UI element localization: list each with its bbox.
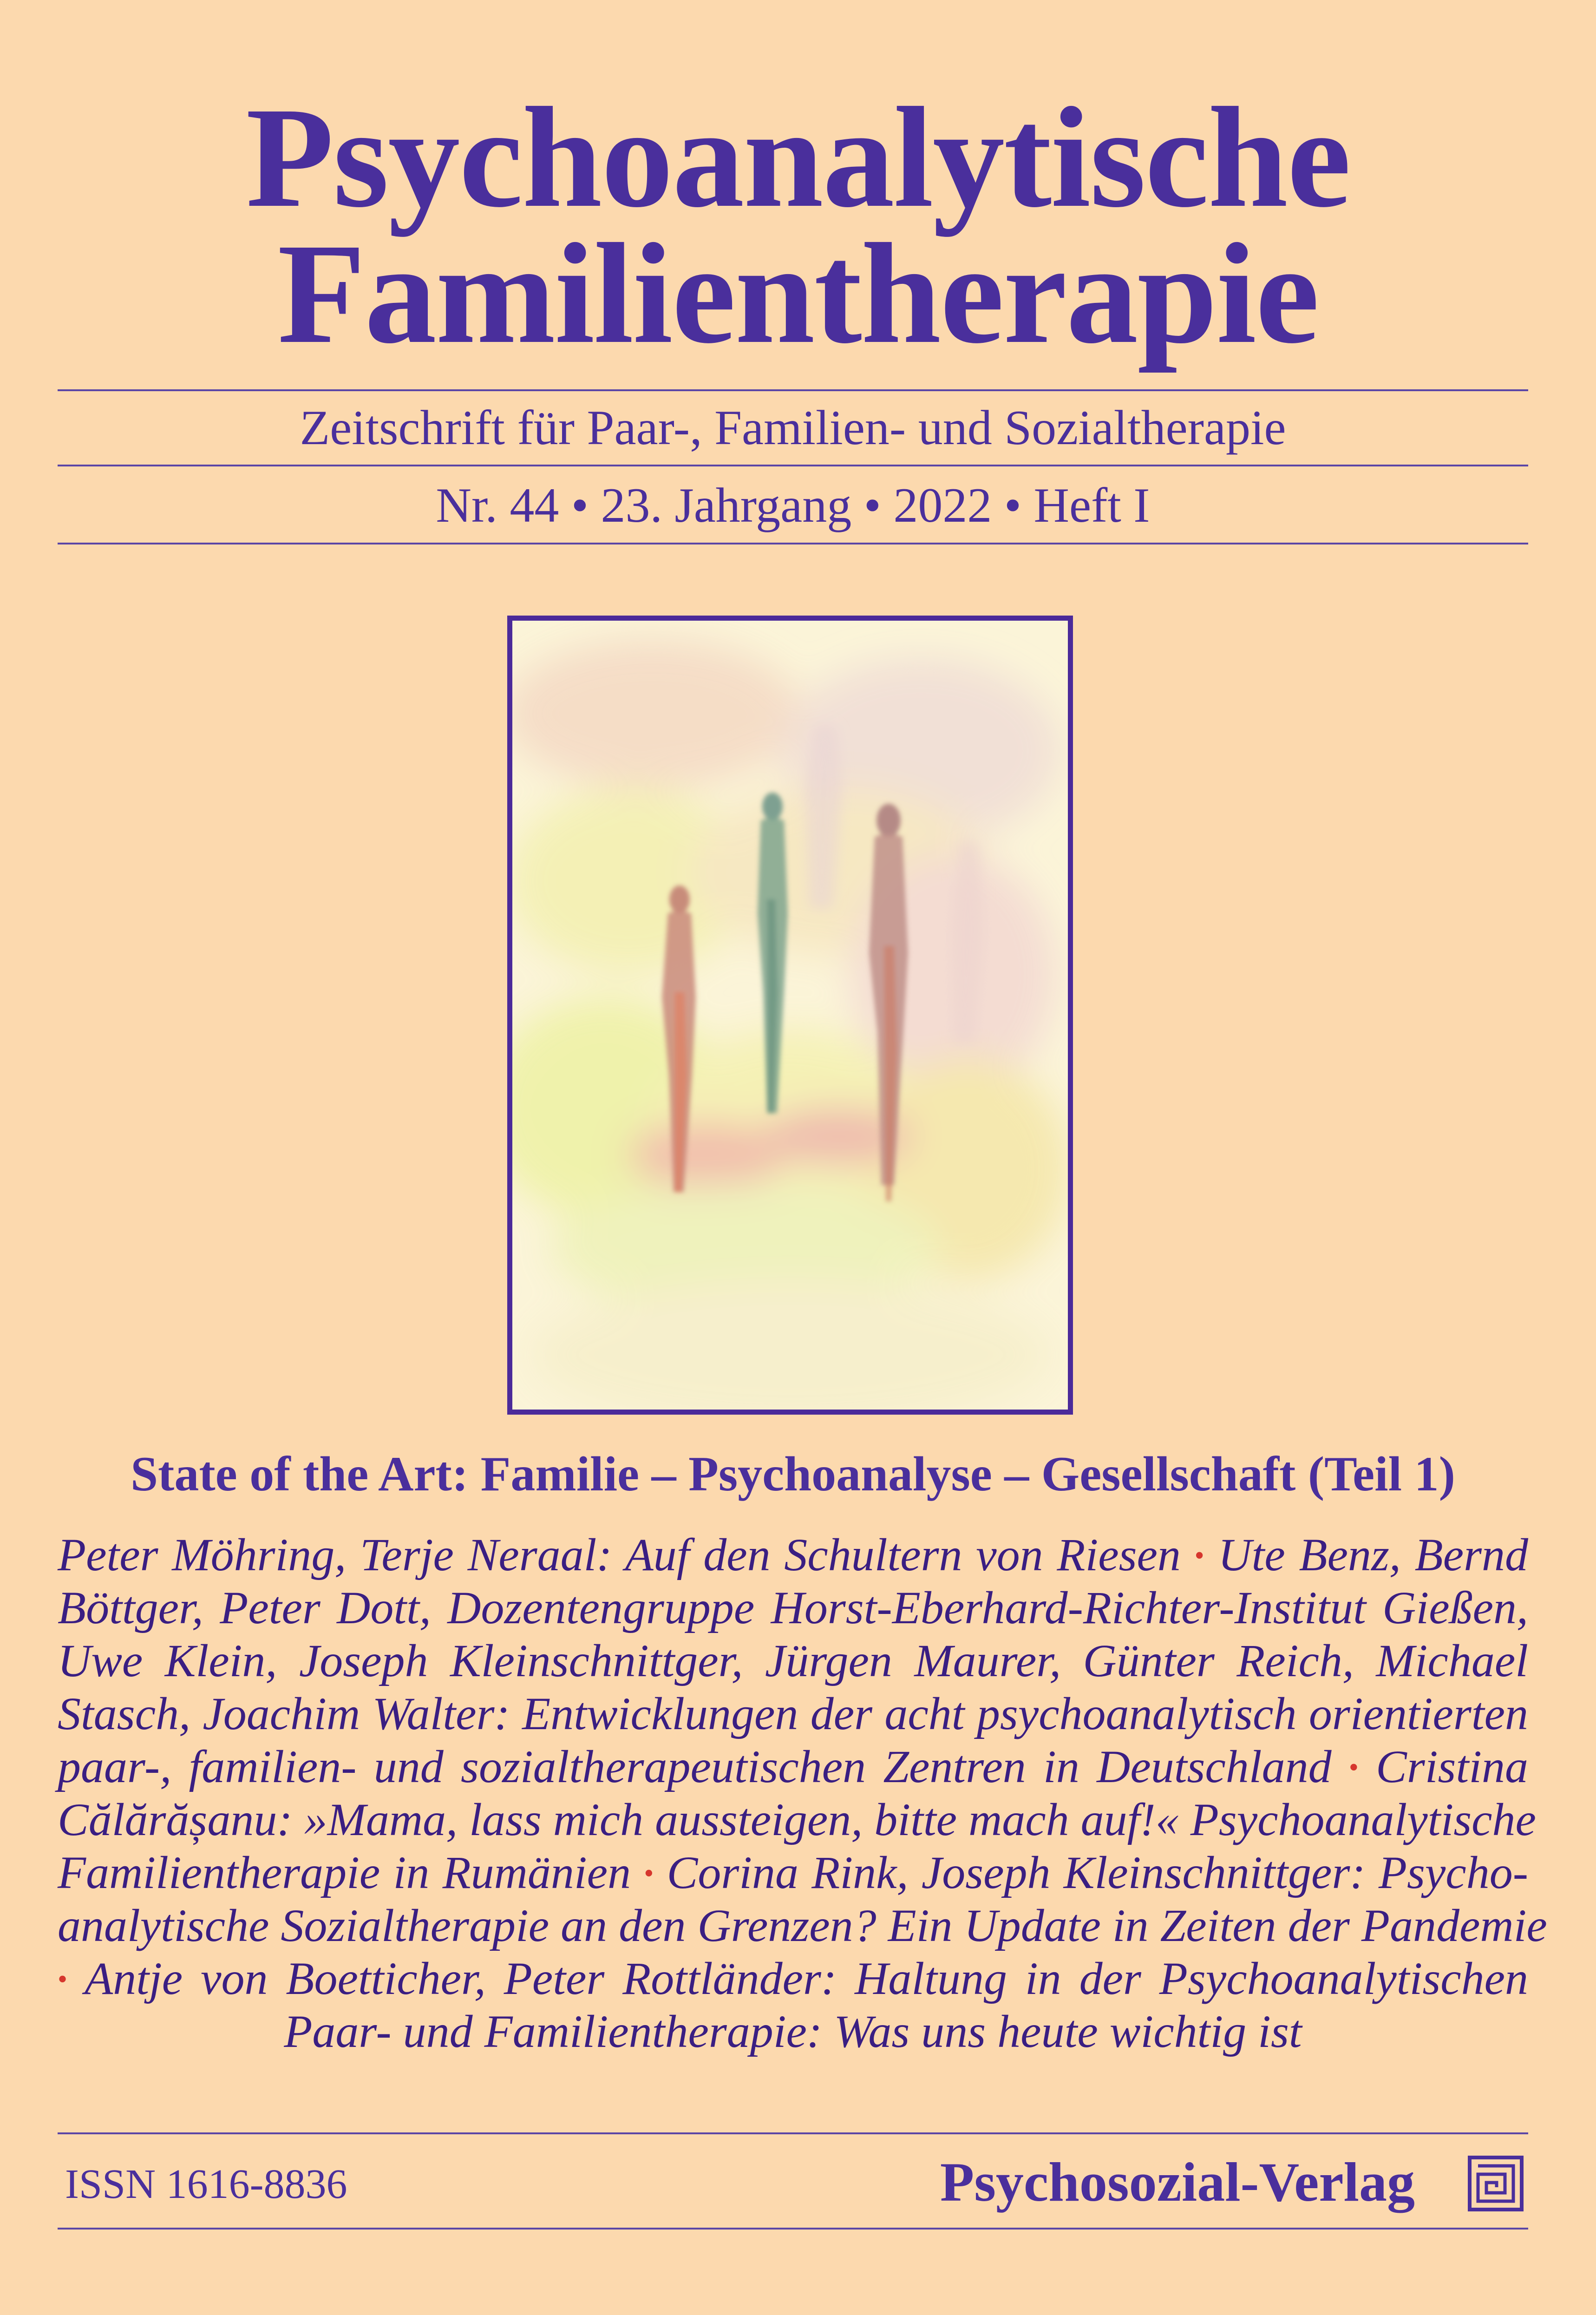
publisher-name: Psychosozial-Verlag [940, 2151, 1415, 2213]
cover-illustration [507, 616, 1073, 1415]
contents-text: paar-, familien- und sozialtherapeutischen Zentren in Deutschland [58, 1741, 1332, 1792]
contents-line [58, 1581, 1528, 1634]
contents-text: Corina Rink, Joseph Kleinschnittger: Psycho- [667, 1847, 1528, 1898]
table-of-contents [58, 1528, 1547, 2058]
bullet-icon: • [644, 1858, 654, 1889]
contents-text: Uwe Klein, Joseph Kleinschnittger, Jürgen Maurer, Günter Reich, Michael [58, 1635, 1528, 1686]
contents-text: Stasch, Joachim Walter: Entwicklungen der acht psychoanalytisch orientierten [58, 1688, 1528, 1739]
watercolor-figures-illustration [512, 621, 1068, 1410]
contents-line [58, 1899, 1547, 1952]
contents-line [58, 1846, 1528, 1899]
issn: ISSN 1616-8836 [65, 2161, 347, 2207]
issue-theme: State of the Art: Familie – Psychoanalyse – Gesellschaft (Teil 1) [131, 1447, 1455, 1501]
journal-title-line-1: Psychoanalytische [246, 78, 1350, 237]
contents-line [58, 1793, 1536, 1846]
bullet-icon: • [58, 1964, 68, 1994]
contents-line [58, 1687, 1528, 1740]
bullet-icon: • [1194, 1540, 1204, 1571]
contents-text: Cristina [1376, 1741, 1529, 1792]
contents-line [58, 1952, 1528, 2005]
divider [58, 2228, 1528, 2230]
contents-text: Călărășanu: »Mama, lass mich aussteigen, bitte mach auf!« Psychoanalytische [58, 1794, 1536, 1845]
issue-info: Nr. 44 • 23. Jahrgang • 2022 • Heft I [436, 478, 1150, 532]
contents-line [58, 1740, 1528, 1793]
bullet-icon: • [1348, 1752, 1359, 1783]
contents-line [58, 1634, 1528, 1687]
contents-line [58, 2005, 1528, 2058]
contents-text: analytische Sozialtherapie an den Grenzen? Ein Update in Zeiten der Pandemie [58, 1900, 1547, 1951]
contents-text: Böttger, Peter Dott, Dozentengruppe Horst-Eberhard-Richter-Institut Gießen, [58, 1582, 1528, 1633]
labyrinth-icon [1468, 2156, 1524, 2211]
contents-text: Peter Möhring, Terje Neraal: Auf den Schultern von Riesen [58, 1529, 1181, 1580]
contents-text: Familientherapie in Rumänien [58, 1847, 631, 1898]
contents-text: Ute Benz, Bernd [1218, 1529, 1529, 1580]
divider [58, 543, 1528, 544]
divider [58, 389, 1528, 391]
divider [58, 465, 1528, 466]
divider [58, 2132, 1528, 2134]
contents-text: Antje von Boetticher, Peter Rottländer: Haltung in der Psychoanalytischen [85, 1953, 1528, 2004]
contents-text: Paar- und Familientherapie: Was uns heute wichtig ist [284, 2006, 1302, 2057]
journal-subtitle: Zeitschrift für Paar-, Familien- und Sozialtherapie [300, 400, 1286, 455]
contents-line [58, 1528, 1528, 1581]
journal-title-line-2: Familientherapie [277, 214, 1319, 374]
